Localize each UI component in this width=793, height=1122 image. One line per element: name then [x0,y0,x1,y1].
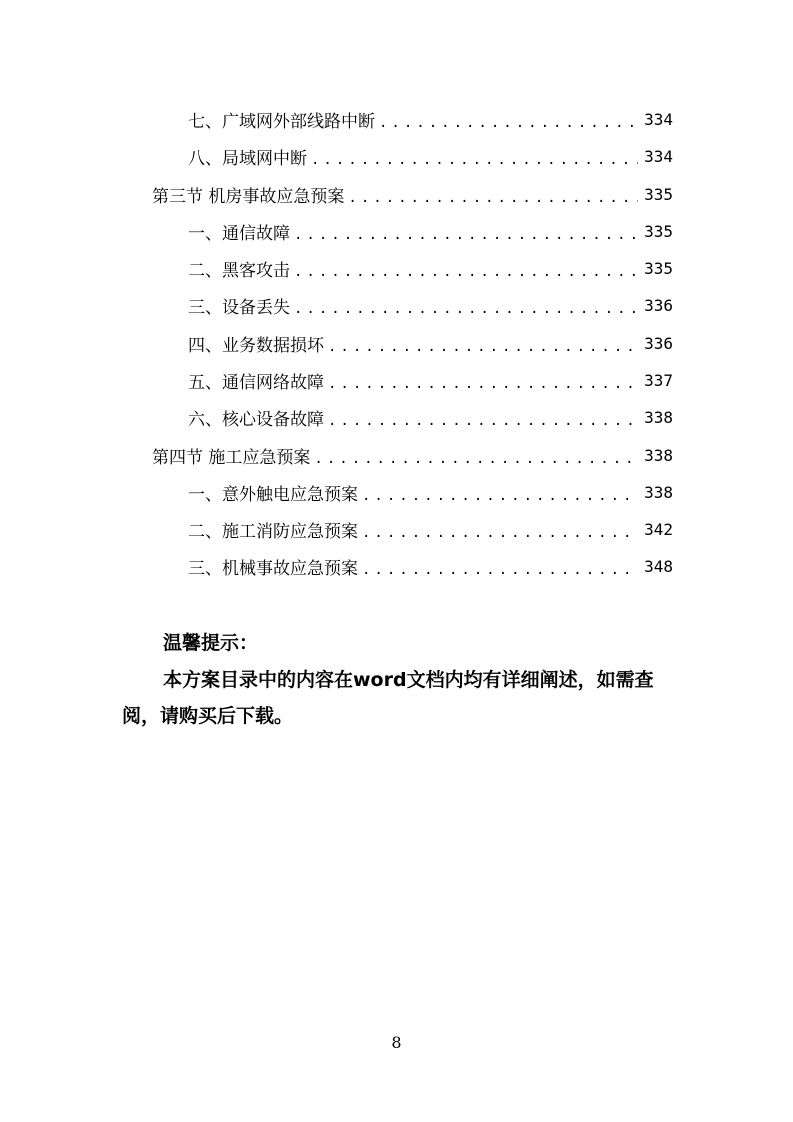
toc-entry[interactable] [188,213,673,250]
toc-entry-page: 348 [644,557,673,576]
toc-dot-leader [348,191,638,205]
toc-entry-title: 二、黑客攻击 [188,261,290,281]
tip-heading: 温馨提示： [163,632,259,654]
toc-entry-page: 337 [644,371,673,390]
toc-entry-page: 336 [644,334,673,353]
toc-entry[interactable] [188,325,673,362]
toc-entry-page: 335 [644,185,673,204]
toc-dot-leader [294,302,638,316]
toc-dot-leader [328,377,638,391]
toc-dot-leader [294,265,638,279]
toc-dot-leader [328,340,638,354]
toc-entry-title: 三、机械事故应急预案 [188,559,358,579]
toc-entry-title: 一、意外触电应急预案 [188,485,358,505]
toc-dot-leader [379,116,638,130]
toc-entry-page: 334 [644,110,673,129]
toc-section-entry[interactable] [152,437,673,474]
toc-entry[interactable] [188,138,673,175]
toc-entry-title: 八、局域网中断 [188,149,307,169]
toc-entry[interactable] [188,511,673,548]
toc-entry-title: 四、业务数据损坏 [188,336,324,356]
toc-entry-title: 三、设备丢失 [188,298,290,318]
toc-section-entry[interactable] [152,176,673,213]
toc-entry[interactable] [188,474,673,511]
toc-entry[interactable] [188,101,673,138]
toc-entry-title: 五、通信网络故障 [188,373,324,393]
toc-dot-leader [362,563,638,577]
toc-entry-page: 338 [644,446,673,465]
toc-entry-page: 338 [644,408,673,427]
toc-entry-page: 338 [644,483,673,502]
toc-entry-title: 七、广域网外部线路中断 [188,112,375,132]
toc-entry[interactable] [188,362,673,399]
toc-entry-title: 第三节 机房事故应急预案 [152,187,345,207]
toc-entry-title: 六、核心设备故障 [188,410,324,430]
toc-dot-leader [328,414,638,428]
page-number: 8 [391,1033,402,1052]
tip-body: 本方案目录中的内容在word文档内均有详细阐述，如需查阅，请购买后下载。 [122,669,654,727]
toc-dot-leader [311,153,638,167]
toc-entry-page: 334 [644,147,673,166]
toc-entry-page: 335 [644,222,673,241]
toc-entry-title: 一、通信故障 [188,224,290,244]
toc-dot-leader [294,228,638,242]
toc-entry[interactable] [188,287,673,324]
toc-entry[interactable] [188,548,673,585]
toc-entry[interactable] [188,250,673,287]
toc-entry-page: 336 [644,296,673,315]
toc-entry-page: 342 [644,520,673,539]
toc-entry[interactable] [188,399,673,436]
toc-dot-leader [314,452,638,466]
toc-entry-page: 335 [644,259,673,278]
toc-entry-title: 第四节 施工应急预案 [152,448,311,468]
toc-entry-title: 二、施工消防应急预案 [188,522,358,542]
toc-dot-leader [362,489,638,503]
toc-dot-leader [362,526,638,540]
